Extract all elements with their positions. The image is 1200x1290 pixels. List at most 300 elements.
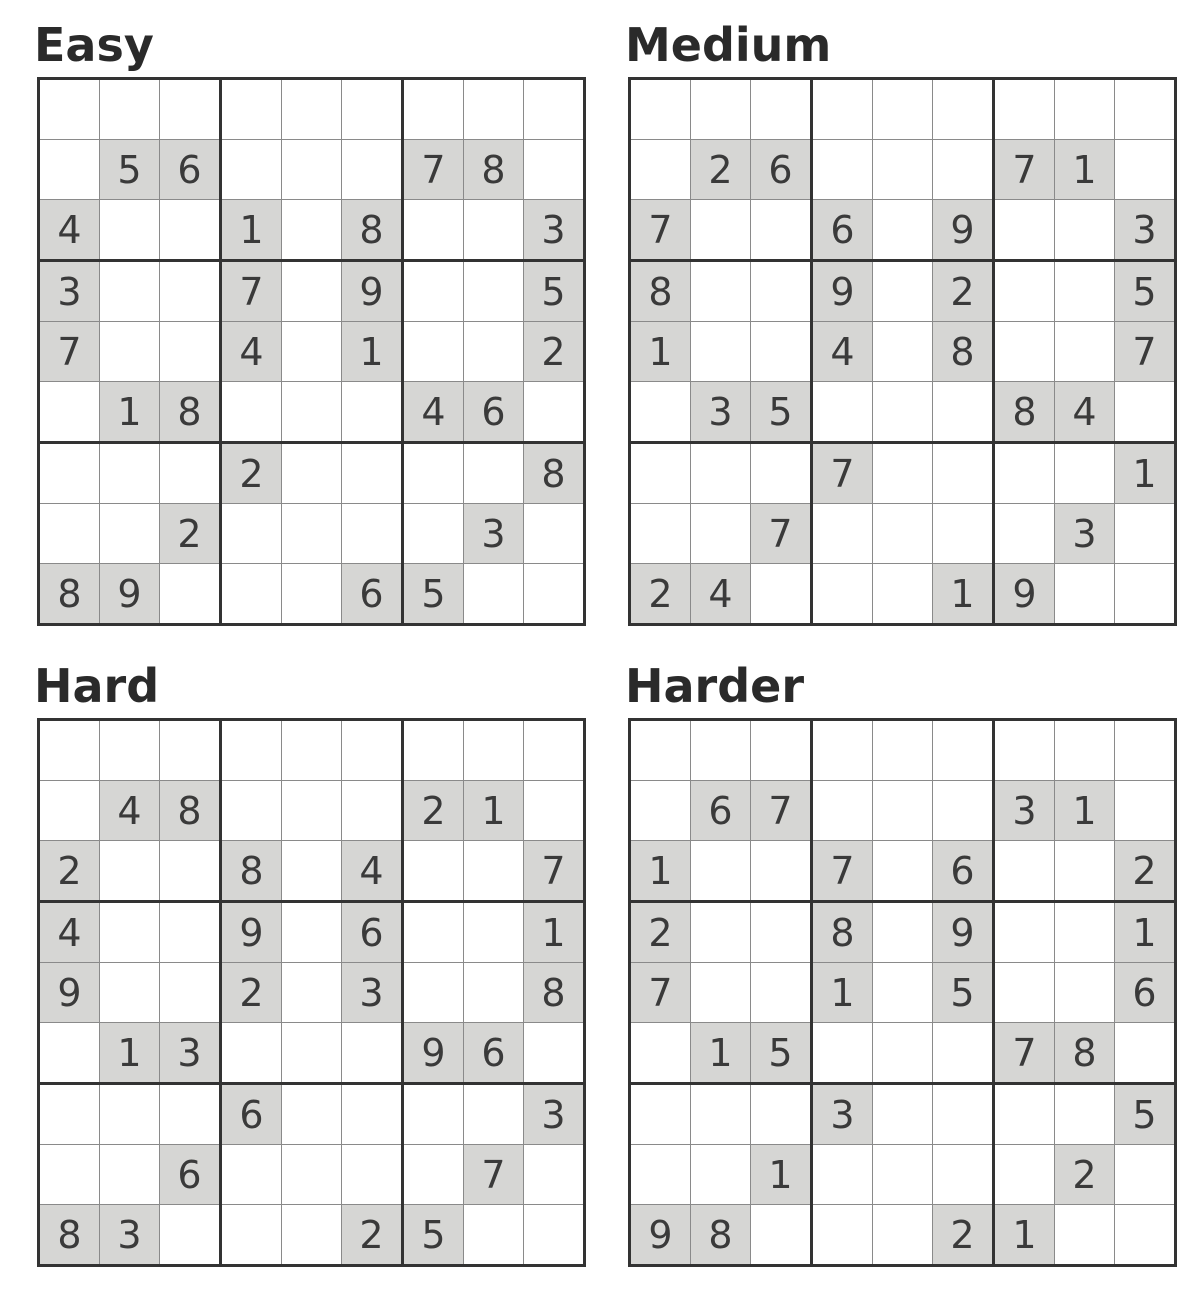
empty-cell[interactable] xyxy=(160,841,221,902)
empty-cell[interactable] xyxy=(282,963,342,1023)
empty-cell[interactable] xyxy=(464,841,524,902)
given-cell: 1 xyxy=(1115,443,1176,504)
empty-cell[interactable] xyxy=(1115,781,1176,841)
empty-cell[interactable] xyxy=(873,382,933,443)
given-cell: 2 xyxy=(221,963,282,1023)
empty-cell[interactable] xyxy=(1055,79,1115,140)
empty-cell[interactable] xyxy=(630,79,691,140)
empty-cell[interactable] xyxy=(221,1205,282,1266)
empty-cell[interactable] xyxy=(282,720,342,781)
given-cell: 6 xyxy=(342,564,403,625)
empty-cell[interactable] xyxy=(691,79,751,140)
empty-cell[interactable] xyxy=(994,841,1055,902)
empty-cell[interactable] xyxy=(464,79,524,140)
empty-cell[interactable] xyxy=(812,140,873,200)
empty-cell[interactable] xyxy=(524,140,585,200)
given-cell: 3 xyxy=(1055,504,1115,564)
empty-cell[interactable] xyxy=(524,781,585,841)
empty-cell[interactable] xyxy=(282,79,342,140)
empty-cell[interactable] xyxy=(524,382,585,443)
grid-row xyxy=(39,564,585,625)
empty-cell[interactable] xyxy=(933,79,994,140)
empty-cell[interactable] xyxy=(100,443,160,504)
empty-cell[interactable] xyxy=(524,504,585,564)
empty-cell[interactable] xyxy=(691,322,751,382)
given-cell: 7 xyxy=(630,200,691,261)
empty-cell[interactable] xyxy=(1055,720,1115,781)
grid-row xyxy=(39,963,585,1023)
empty-cell[interactable] xyxy=(873,1023,933,1084)
given-cell: 5 xyxy=(100,140,160,200)
empty-cell[interactable] xyxy=(1115,1205,1176,1266)
empty-cell[interactable] xyxy=(403,902,464,963)
given-cell: 8 xyxy=(524,963,585,1023)
empty-cell[interactable] xyxy=(464,261,524,322)
empty-cell[interactable] xyxy=(873,1084,933,1145)
empty-cell[interactable] xyxy=(100,504,160,564)
grid-row xyxy=(39,140,585,200)
empty-cell[interactable] xyxy=(39,1023,100,1084)
empty-cell[interactable] xyxy=(751,720,812,781)
given-cell: 1 xyxy=(100,1023,160,1084)
empty-cell[interactable] xyxy=(751,564,812,625)
empty-cell[interactable] xyxy=(630,1023,691,1084)
empty-cell[interactable] xyxy=(751,79,812,140)
empty-cell[interactable] xyxy=(691,504,751,564)
empty-cell[interactable] xyxy=(1055,322,1115,382)
empty-cell[interactable] xyxy=(282,564,342,625)
empty-cell[interactable] xyxy=(282,841,342,902)
given-cell: 4 xyxy=(221,322,282,382)
empty-cell[interactable] xyxy=(464,443,524,504)
empty-cell[interactable] xyxy=(282,443,342,504)
empty-cell[interactable] xyxy=(630,382,691,443)
empty-cell[interactable] xyxy=(630,140,691,200)
empty-cell[interactable] xyxy=(403,322,464,382)
empty-cell[interactable] xyxy=(812,504,873,564)
empty-cell[interactable] xyxy=(691,1145,751,1205)
given-cell: 1 xyxy=(221,200,282,261)
grid-row xyxy=(39,720,585,781)
puzzle-title: Harder xyxy=(625,659,805,713)
empty-cell[interactable] xyxy=(1055,841,1115,902)
given-cell: 2 xyxy=(160,504,221,564)
empty-cell[interactable] xyxy=(100,322,160,382)
empty-cell[interactable] xyxy=(342,1084,403,1145)
empty-cell[interactable] xyxy=(524,1145,585,1205)
empty-cell[interactable] xyxy=(342,443,403,504)
empty-cell[interactable] xyxy=(933,1145,994,1205)
empty-cell[interactable] xyxy=(873,443,933,504)
empty-cell[interactable] xyxy=(994,720,1055,781)
empty-cell[interactable] xyxy=(630,443,691,504)
empty-cell[interactable] xyxy=(812,781,873,841)
empty-cell[interactable] xyxy=(282,322,342,382)
empty-cell[interactable] xyxy=(403,200,464,261)
given-cell: 2 xyxy=(630,564,691,625)
given-cell: 8 xyxy=(630,261,691,322)
empty-cell[interactable] xyxy=(1115,79,1176,140)
empty-cell[interactable] xyxy=(39,781,100,841)
empty-cell[interactable] xyxy=(221,720,282,781)
empty-cell[interactable] xyxy=(994,443,1055,504)
empty-cell[interactable] xyxy=(751,1084,812,1145)
empty-cell[interactable] xyxy=(282,1023,342,1084)
given-cell: 3 xyxy=(524,1084,585,1145)
given-cell: 8 xyxy=(221,841,282,902)
empty-cell[interactable] xyxy=(403,963,464,1023)
grid-row xyxy=(630,781,1176,841)
empty-cell[interactable] xyxy=(691,963,751,1023)
given-cell: 8 xyxy=(160,382,221,443)
empty-cell[interactable] xyxy=(691,200,751,261)
empty-cell[interactable] xyxy=(342,504,403,564)
empty-cell[interactable] xyxy=(691,720,751,781)
given-cell: 2 xyxy=(39,841,100,902)
empty-cell[interactable] xyxy=(100,200,160,261)
empty-cell[interactable] xyxy=(342,1023,403,1084)
given-cell: 3 xyxy=(812,1084,873,1145)
empty-cell[interactable] xyxy=(751,902,812,963)
empty-cell[interactable] xyxy=(751,261,812,322)
empty-cell[interactable] xyxy=(282,1145,342,1205)
empty-cell[interactable] xyxy=(100,79,160,140)
empty-cell[interactable] xyxy=(282,261,342,322)
given-cell: 7 xyxy=(221,261,282,322)
empty-cell[interactable] xyxy=(160,79,221,140)
empty-cell[interactable] xyxy=(282,382,342,443)
given-cell: 1 xyxy=(1055,140,1115,200)
empty-cell[interactable] xyxy=(933,1023,994,1084)
empty-cell[interactable] xyxy=(282,902,342,963)
given-cell: 2 xyxy=(933,261,994,322)
empty-cell[interactable] xyxy=(812,79,873,140)
grid-row xyxy=(630,963,1176,1023)
empty-cell[interactable] xyxy=(39,443,100,504)
given-cell: 6 xyxy=(1115,963,1176,1023)
empty-cell[interactable] xyxy=(100,720,160,781)
empty-cell[interactable] xyxy=(812,1205,873,1266)
given-cell: 1 xyxy=(100,382,160,443)
empty-cell[interactable] xyxy=(221,1145,282,1205)
grid-row xyxy=(39,1145,585,1205)
empty-cell[interactable] xyxy=(933,1084,994,1145)
empty-cell[interactable] xyxy=(751,443,812,504)
empty-cell[interactable] xyxy=(39,1084,100,1145)
empty-cell[interactable] xyxy=(403,720,464,781)
grid-row xyxy=(39,902,585,963)
empty-cell[interactable] xyxy=(873,564,933,625)
empty-cell[interactable] xyxy=(691,902,751,963)
empty-cell[interactable] xyxy=(1055,1205,1115,1266)
given-cell: 5 xyxy=(524,261,585,322)
empty-cell[interactable] xyxy=(630,1084,691,1145)
empty-cell[interactable] xyxy=(39,1145,100,1205)
empty-cell[interactable] xyxy=(994,1145,1055,1205)
empty-cell[interactable] xyxy=(160,322,221,382)
grid-row xyxy=(630,902,1176,963)
given-cell: 7 xyxy=(464,1145,524,1205)
empty-cell[interactable] xyxy=(873,902,933,963)
empty-cell[interactable] xyxy=(160,564,221,625)
empty-cell[interactable] xyxy=(342,140,403,200)
given-cell: 4 xyxy=(691,564,751,625)
empty-cell[interactable] xyxy=(873,140,933,200)
empty-cell[interactable] xyxy=(160,1205,221,1266)
empty-cell[interactable] xyxy=(1055,963,1115,1023)
empty-cell[interactable] xyxy=(1055,443,1115,504)
empty-cell[interactable] xyxy=(1115,564,1176,625)
given-cell: 7 xyxy=(994,140,1055,200)
empty-cell[interactable] xyxy=(1055,200,1115,261)
empty-cell[interactable] xyxy=(100,261,160,322)
empty-cell[interactable] xyxy=(403,261,464,322)
empty-cell[interactable] xyxy=(873,79,933,140)
empty-cell[interactable] xyxy=(39,382,100,443)
given-cell: 1 xyxy=(464,781,524,841)
empty-cell[interactable] xyxy=(873,504,933,564)
given-cell: 1 xyxy=(751,1145,812,1205)
given-cell: 4 xyxy=(342,841,403,902)
empty-cell[interactable] xyxy=(403,504,464,564)
empty-cell[interactable] xyxy=(282,1205,342,1266)
grid-row xyxy=(630,1023,1176,1084)
empty-cell[interactable] xyxy=(39,79,100,140)
empty-cell[interactable] xyxy=(751,1205,812,1266)
empty-cell[interactable] xyxy=(221,781,282,841)
empty-cell[interactable] xyxy=(994,504,1055,564)
empty-cell[interactable] xyxy=(1115,1023,1176,1084)
given-cell: 1 xyxy=(933,564,994,625)
empty-cell[interactable] xyxy=(751,963,812,1023)
empty-cell[interactable] xyxy=(524,720,585,781)
empty-cell[interactable] xyxy=(100,963,160,1023)
empty-cell[interactable] xyxy=(873,322,933,382)
empty-cell[interactable] xyxy=(994,963,1055,1023)
puzzle-title: Medium xyxy=(625,18,832,72)
empty-cell[interactable] xyxy=(282,140,342,200)
empty-cell[interactable] xyxy=(630,720,691,781)
given-cell: 5 xyxy=(1115,261,1176,322)
given-cell: 9 xyxy=(100,564,160,625)
empty-cell[interactable] xyxy=(342,781,403,841)
given-cell: 7 xyxy=(751,504,812,564)
empty-cell[interactable] xyxy=(403,1084,464,1145)
empty-cell[interactable] xyxy=(933,443,994,504)
empty-cell[interactable] xyxy=(1115,1145,1176,1205)
grid-row xyxy=(630,1205,1176,1266)
empty-cell[interactable] xyxy=(1115,140,1176,200)
empty-cell[interactable] xyxy=(812,1145,873,1205)
empty-cell[interactable] xyxy=(1055,564,1115,625)
empty-cell[interactable] xyxy=(282,200,342,261)
empty-cell[interactable] xyxy=(994,261,1055,322)
empty-cell[interactable] xyxy=(282,1084,342,1145)
given-cell: 1 xyxy=(630,841,691,902)
empty-cell[interactable] xyxy=(630,1145,691,1205)
empty-cell[interactable] xyxy=(994,322,1055,382)
grid-row xyxy=(39,841,585,902)
given-cell: 2 xyxy=(933,1205,994,1266)
given-cell: 3 xyxy=(691,382,751,443)
empty-cell[interactable] xyxy=(751,322,812,382)
empty-cell[interactable] xyxy=(524,564,585,625)
given-cell: 1 xyxy=(630,322,691,382)
empty-cell[interactable] xyxy=(994,902,1055,963)
empty-cell[interactable] xyxy=(933,720,994,781)
empty-cell[interactable] xyxy=(464,1205,524,1266)
given-cell: 6 xyxy=(464,382,524,443)
empty-cell[interactable] xyxy=(160,200,221,261)
empty-cell[interactable] xyxy=(1115,720,1176,781)
given-cell: 6 xyxy=(160,1145,221,1205)
empty-cell[interactable] xyxy=(100,1084,160,1145)
empty-cell[interactable] xyxy=(751,200,812,261)
empty-cell[interactable] xyxy=(221,1023,282,1084)
given-cell: 2 xyxy=(403,781,464,841)
given-cell: 3 xyxy=(464,504,524,564)
empty-cell[interactable] xyxy=(464,1084,524,1145)
given-cell: 6 xyxy=(221,1084,282,1145)
empty-cell[interactable] xyxy=(100,841,160,902)
empty-cell[interactable] xyxy=(691,841,751,902)
grid-row xyxy=(39,1205,585,1266)
empty-cell[interactable] xyxy=(403,841,464,902)
given-cell: 1 xyxy=(812,963,873,1023)
given-cell: 6 xyxy=(933,841,994,902)
empty-cell[interactable] xyxy=(342,720,403,781)
empty-cell[interactable] xyxy=(160,720,221,781)
given-cell: 8 xyxy=(39,1205,100,1266)
given-cell: 2 xyxy=(1115,841,1176,902)
empty-cell[interactable] xyxy=(812,720,873,781)
empty-cell[interactable] xyxy=(873,963,933,1023)
grid-row xyxy=(630,140,1176,200)
given-cell: 9 xyxy=(403,1023,464,1084)
empty-cell[interactable] xyxy=(464,720,524,781)
given-cell: 6 xyxy=(160,140,221,200)
given-cell: 2 xyxy=(630,902,691,963)
empty-cell[interactable] xyxy=(39,140,100,200)
empty-cell[interactable] xyxy=(933,781,994,841)
empty-cell[interactable] xyxy=(1115,504,1176,564)
empty-cell[interactable] xyxy=(160,963,221,1023)
empty-cell[interactable] xyxy=(994,1084,1055,1145)
empty-cell[interactable] xyxy=(873,781,933,841)
empty-cell[interactable] xyxy=(812,564,873,625)
given-cell: 5 xyxy=(403,564,464,625)
empty-cell[interactable] xyxy=(342,382,403,443)
empty-cell[interactable] xyxy=(160,443,221,504)
empty-cell[interactable] xyxy=(1055,902,1115,963)
given-cell: 3 xyxy=(160,1023,221,1084)
empty-cell[interactable] xyxy=(1055,261,1115,322)
empty-cell[interactable] xyxy=(464,564,524,625)
empty-cell[interactable] xyxy=(873,720,933,781)
given-cell: 2 xyxy=(691,140,751,200)
empty-cell[interactable] xyxy=(464,322,524,382)
empty-cell[interactable] xyxy=(221,504,282,564)
given-cell: 8 xyxy=(812,902,873,963)
empty-cell[interactable] xyxy=(100,902,160,963)
empty-cell[interactable] xyxy=(873,1205,933,1266)
empty-cell[interactable] xyxy=(933,382,994,443)
empty-cell[interactable] xyxy=(812,1023,873,1084)
given-cell: 6 xyxy=(464,1023,524,1084)
given-cell: 5 xyxy=(751,382,812,443)
empty-cell[interactable] xyxy=(524,1023,585,1084)
empty-cell[interactable] xyxy=(464,963,524,1023)
given-cell: 7 xyxy=(403,140,464,200)
empty-cell[interactable] xyxy=(403,79,464,140)
given-cell: 9 xyxy=(933,200,994,261)
given-cell: 4 xyxy=(403,382,464,443)
given-cell: 3 xyxy=(994,781,1055,841)
empty-cell[interactable] xyxy=(691,261,751,322)
empty-cell[interactable] xyxy=(994,79,1055,140)
empty-cell[interactable] xyxy=(994,200,1055,261)
given-cell: 2 xyxy=(221,443,282,504)
empty-cell[interactable] xyxy=(403,443,464,504)
empty-cell[interactable] xyxy=(282,504,342,564)
empty-cell[interactable] xyxy=(160,902,221,963)
empty-cell[interactable] xyxy=(691,443,751,504)
empty-cell[interactable] xyxy=(221,79,282,140)
empty-cell[interactable] xyxy=(524,79,585,140)
empty-cell[interactable] xyxy=(464,902,524,963)
empty-cell[interactable] xyxy=(524,1205,585,1266)
grid-row xyxy=(630,79,1176,140)
empty-cell[interactable] xyxy=(221,564,282,625)
empty-cell[interactable] xyxy=(873,200,933,261)
empty-cell[interactable] xyxy=(39,504,100,564)
given-cell: 8 xyxy=(933,322,994,382)
empty-cell[interactable] xyxy=(1115,382,1176,443)
empty-cell[interactable] xyxy=(39,720,100,781)
grid-row xyxy=(630,841,1176,902)
empty-cell[interactable] xyxy=(160,1084,221,1145)
given-cell: 9 xyxy=(630,1205,691,1266)
empty-cell[interactable] xyxy=(1055,1084,1115,1145)
empty-cell[interactable] xyxy=(342,1145,403,1205)
empty-cell[interactable] xyxy=(342,79,403,140)
empty-cell[interactable] xyxy=(221,382,282,443)
empty-cell[interactable] xyxy=(933,140,994,200)
empty-cell[interactable] xyxy=(933,504,994,564)
given-cell: 5 xyxy=(933,963,994,1023)
empty-cell[interactable] xyxy=(873,261,933,322)
empty-cell[interactable] xyxy=(100,1145,160,1205)
empty-cell[interactable] xyxy=(751,841,812,902)
empty-cell[interactable] xyxy=(630,781,691,841)
empty-cell[interactable] xyxy=(403,1145,464,1205)
given-cell: 3 xyxy=(1115,200,1176,261)
empty-cell[interactable] xyxy=(464,200,524,261)
empty-cell[interactable] xyxy=(812,382,873,443)
grid-row xyxy=(39,443,585,504)
given-cell: 5 xyxy=(1115,1084,1176,1145)
given-cell: 1 xyxy=(994,1205,1055,1266)
empty-cell[interactable] xyxy=(873,1145,933,1205)
empty-cell[interactable] xyxy=(691,1084,751,1145)
empty-cell[interactable] xyxy=(221,140,282,200)
sudoku-grid xyxy=(628,718,1177,1267)
empty-cell[interactable] xyxy=(282,781,342,841)
empty-cell[interactable] xyxy=(160,261,221,322)
empty-cell[interactable] xyxy=(873,841,933,902)
given-cell: 6 xyxy=(691,781,751,841)
empty-cell[interactable] xyxy=(630,504,691,564)
